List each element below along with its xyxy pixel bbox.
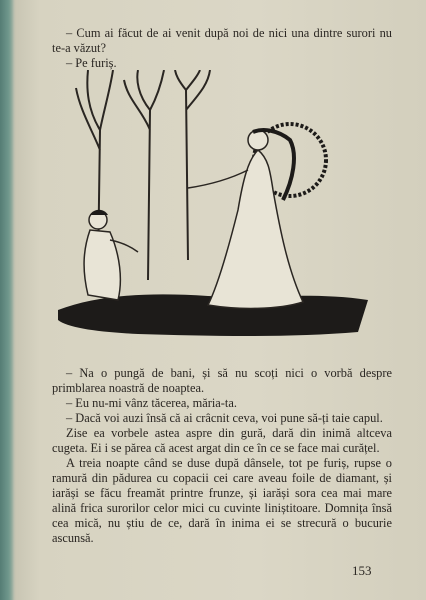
page-number: 153 bbox=[352, 563, 372, 578]
dialogue-line-1: – Cum ai făcut de ai venit după noi de nici una dintre surori nu te-a văzut? bbox=[52, 26, 392, 55]
dialogue-line-2: – Pe furiș. bbox=[66, 56, 117, 70]
illustration bbox=[58, 70, 368, 340]
bottom-text-block bbox=[52, 366, 392, 546]
paragraph-2: – Eu nu-mi vânz tăcerea, măria-ta. bbox=[66, 396, 237, 410]
book-spine bbox=[0, 0, 14, 600]
paragraph-5: A treia noapte când se duse după dânsele, tot pe furiș, rupse o ramură din pădurea cu copacii cei care aveau foile de diamant, și iarăși se făcu freamăt printre frunze, și iarăși sora cea mai mare alină frica surorilor celor mici cu cuvinte liniștitoare. Domnița însă cea mică, nu știu de ce, dară în inima ei se strecură o bucurie ascunsă. bbox=[52, 456, 392, 545]
paragraph-1: – Na o pungă de bani, și să nu scoți nici o vorbă despre primblarea noastră de noaptea. bbox=[52, 366, 392, 395]
paragraph-3: – Dacă voi auzi însă că ai crâcnit ceva, voi pune să-ți taie capul. bbox=[66, 411, 383, 425]
top-text-block bbox=[52, 26, 392, 71]
paragraph-4: Zise ea vorbele astea aspre din gură, dară din inimă altceva cugeta. Ei i se părea că acest argat din ce în ce se face mai curățel. bbox=[52, 426, 392, 455]
